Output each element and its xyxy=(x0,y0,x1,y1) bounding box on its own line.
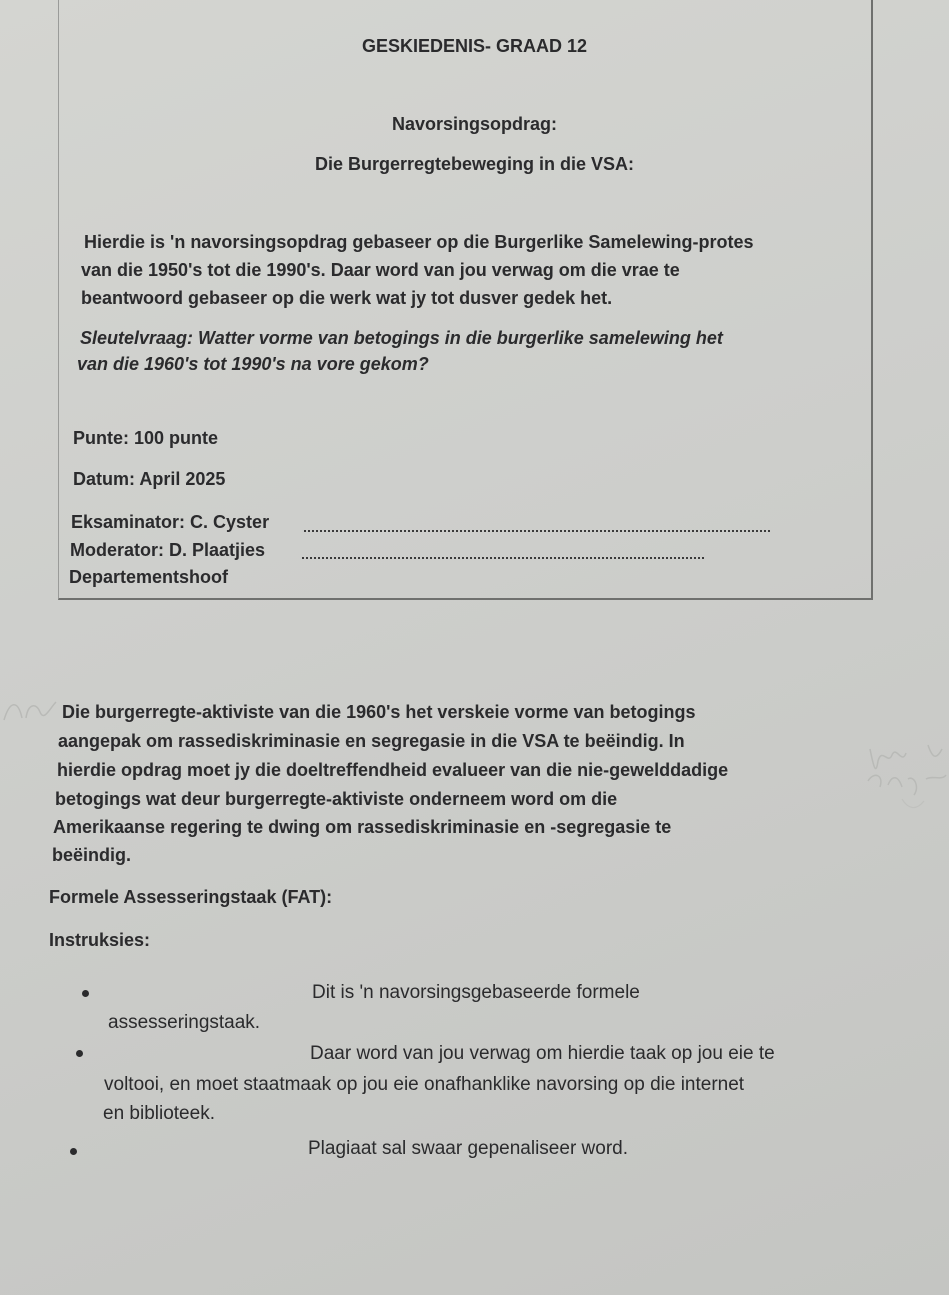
instruction-item: Plagiaat sal swaar gepenaliseer word. xyxy=(308,1138,629,1159)
instruction-item: en biblioteek. xyxy=(103,1103,215,1124)
intro-line: beantwoord gebaseer op die werk wat jy tot dusver gedek het. xyxy=(81,288,613,308)
instructions-heading: Instruksies: xyxy=(49,930,151,950)
date: Datum: April 2025 xyxy=(73,469,226,489)
pencil-mark-icon xyxy=(862,735,949,815)
topic-title: Die Burgerregtebeweging in die VSA: xyxy=(314,154,635,174)
moderator: Moderator: D. Plaatjies xyxy=(70,540,266,560)
pencil-mark-icon xyxy=(0,690,60,730)
task-description-line: betogings wat deur burgerregte-aktiviste onderneem word om die xyxy=(55,789,618,809)
fat-heading: Formele Assesseringstaak (FAT): xyxy=(49,887,333,907)
key-question-line: Sleutelvraag: Watter vorme van betogings in die burgerlike samelewing het xyxy=(80,328,723,348)
bullet-icon xyxy=(76,1050,83,1057)
examiner-signature-line xyxy=(304,530,770,532)
moderator-signature-line xyxy=(302,557,704,559)
intro-line: van die 1950's tot die 1990's. Daar word van jou verwag om die vrae te xyxy=(81,260,680,280)
examiner: Eksaminator: C. Cyster xyxy=(71,512,270,532)
intro-line: Hierdie is 'n navorsingsopdrag gebaseer op die Burgerlike Samelewing-protes xyxy=(84,232,754,252)
task-description-line: Die burgerregte-aktiviste van die 1960's het verskeie vorme van betogings xyxy=(62,702,696,722)
task-description-line: beëindig. xyxy=(52,845,132,865)
bullet-icon xyxy=(70,1148,77,1155)
instruction-item: Dit is 'n navorsingsgebaseerde formele xyxy=(312,982,640,1003)
task-type: Navorsingsopdrag: xyxy=(391,114,558,134)
key-question-line: van die 1960's tot 1990's na vore gekom? xyxy=(77,354,429,374)
task-description-line: hierdie opdrag moet jy die doeltreffendheid evalueer van die nie-gewelddadige xyxy=(57,760,729,780)
instruction-item: voltooi, en moet staatmaak op jou eie onafhanklike navorsing op die internet xyxy=(104,1074,745,1095)
hod: Departementshoof xyxy=(69,567,229,587)
task-description-line: Amerikaanse regering te dwing om rassediskriminasie en -segregasie te xyxy=(53,817,672,837)
task-description-line: aangepak om rassediskriminasie en segregasie in die VSA te beëindig. In xyxy=(58,731,685,751)
instruction-item: Daar word van jou verwag om hierdie taak op jou eie te xyxy=(310,1043,775,1064)
bullet-icon xyxy=(82,990,89,997)
instruction-item: assesseringstaak. xyxy=(108,1012,261,1033)
marks: Punte: 100 punte xyxy=(73,428,219,448)
subject-title: GESKIEDENIS- GRAAD 12 xyxy=(361,36,588,56)
